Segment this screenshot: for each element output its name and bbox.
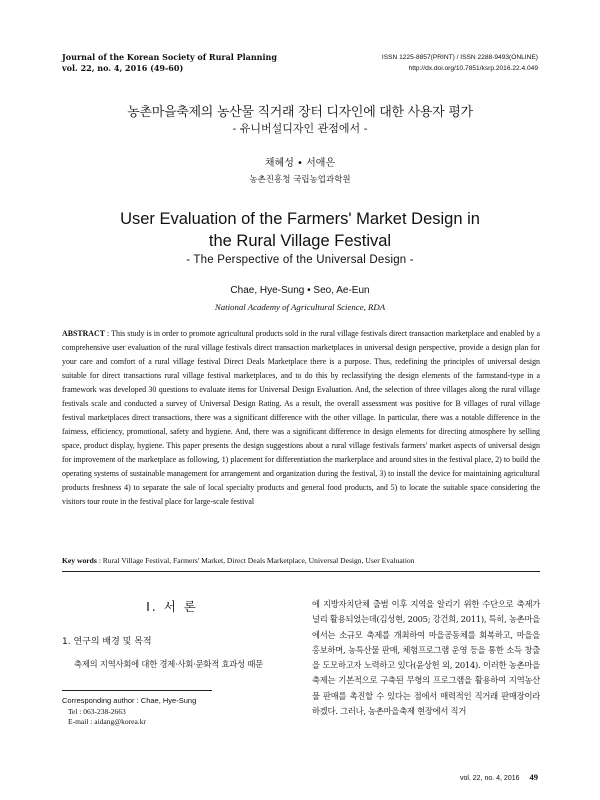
corresponding-email[interactable]: E-mail : aidang@korea.kr <box>68 717 146 726</box>
issn: ISSN 1225-8857(PRINT) / ISSN 2288-9493(ONLINE) <box>381 54 538 61</box>
doi-link[interactable]: http://dx.doi.org/10.7851/ksrp.2016.22.4.049 <box>408 65 538 72</box>
korean-subtitle: - 유니버설디자인 관점에서 - <box>232 122 368 135</box>
corresponding-author-note <box>62 696 196 728</box>
english-title-line1: User Evaluation of the Farmers' Market Design in <box>120 210 480 228</box>
journal-identifiers <box>382 52 538 74</box>
abstract-label: ABSTRACT <box>62 329 105 338</box>
corresponding-author: Corresponding author : Chae, Hye-Sung <box>62 696 197 705</box>
journal-volume: vol. 22, no. 4, 2016 (49-60) <box>62 63 184 73</box>
footnote-divider <box>62 690 212 691</box>
english-subtitle: - The Perspective of the Universal Design - <box>186 254 414 266</box>
subsection-heading: 1. 연구의 배경 및 목적 <box>62 637 152 647</box>
keywords <box>62 555 540 566</box>
section-heading: I. 서 론 <box>146 599 198 614</box>
english-title <box>0 208 600 252</box>
keywords-text: : Rural Village Festival, Farmers' Market, Direct Deals Marketplace, Universal Design, User Evaluation <box>96 556 415 565</box>
abstract-text: : This study is in order to promote agricultural products sold in the rural village festivals direct transaction marketplace and enabled by a comprehensive user evaluation of the rural village festivals direct transaction marketplaces in universal design perspective, provide a design plan for your care and comfort of a rural village festival Direct Deals Marketplace there is a purpose. Thus, redefining the principles of universal design suitable for direct transactions rural village festival marketplaces, and to do this by reclassifying the design elements of the farmstand-type in a framework was developed 30 questions to evaluate items for Universal Design Evaluation. And, the selection of three villages along the rural village festivals scale and conducted a survey of Universal Design Rating. As a result, the overall assessment was positive for B villages of rural village festival marketplaces direct transactions, there was a significant difference with the other village. In particular, there was a notable difference in the fairness, efficiency, promotional, safety and hygiene. And, there was a significant difference in design elements for directing atmosphere by selling space, product display, hygiene. This paper presents the design suggestions about a rural village festivals farmers' market aspects of universal design for improvement of the marketplace as following, 1) placement for differentiation the markerplace and around sites in the festival place, 2) to build the operating systems of sustainable management for arrangement and organization during the festival, 3) to install the device for maintaining agricultural products freshness 4) to separate the sale of local specialty products and general food products, and 5) to locate the suitable space considering the visitors tour route in the festival place for large-scale festival <box>62 329 540 506</box>
korean-affiliation: 농촌진흥청 국립농업과학원 <box>249 175 351 185</box>
left-column-paragraph: 축제의 지역사회에 대한 경제·사회·문화적 효과성 때문 <box>74 659 263 669</box>
korean-title: 농촌마을축제의 농산물 직거래 장터 디자인에 대한 사용자 평가 <box>127 105 473 120</box>
abstract <box>62 327 540 509</box>
english-authors: Chae, Hye-Sung • Seo, Ae-Eun <box>230 285 370 296</box>
keywords-label: Key words <box>62 556 97 565</box>
corresponding-tel: Tel : 063-238-2663 <box>68 706 126 716</box>
english-affiliation: National Academy of Agricultural Science, RDA <box>214 302 386 312</box>
keywords-divider <box>62 571 540 572</box>
right-column-paragraph: 에 지방자치단체 출범 이후 지역을 알리기 위한 수단으로 축제가 널리 활용되었는데(김성현, 2005; 강건희, 2011), 특히, 농촌마을에서는 소규모 축제를 개최하여 마을공동체를 회복하고, 마을을 홍보하며, 농특산물 판매, 체험프로그램 운영 등을 통한 소득 창출을 도모하고자 노력하고 있다(윤상헌 외, 2014). 이러한 농촌마을축제는 기본적으로 구축된 무형의 프로그램을 활용하여 지역농산물 판매를 촉진할 수 있다는 점에서 매력적인 직거래 판매장이라 하겠다. 그러나, 농촌마을축제 현장에서 직거 <box>312 599 540 717</box>
page-number: 49 <box>529 772 538 782</box>
page-footer <box>460 772 538 782</box>
journal-name: Journal of the Korean Society of Rural Planning <box>62 52 277 62</box>
footer-volume: vol. 22, no. 4, 2016 <box>459 775 520 782</box>
korean-authors: 채혜성 • 서애은 <box>264 158 336 169</box>
english-title-line2: the Rural Village Festival <box>208 232 392 250</box>
journal-header <box>62 52 277 74</box>
